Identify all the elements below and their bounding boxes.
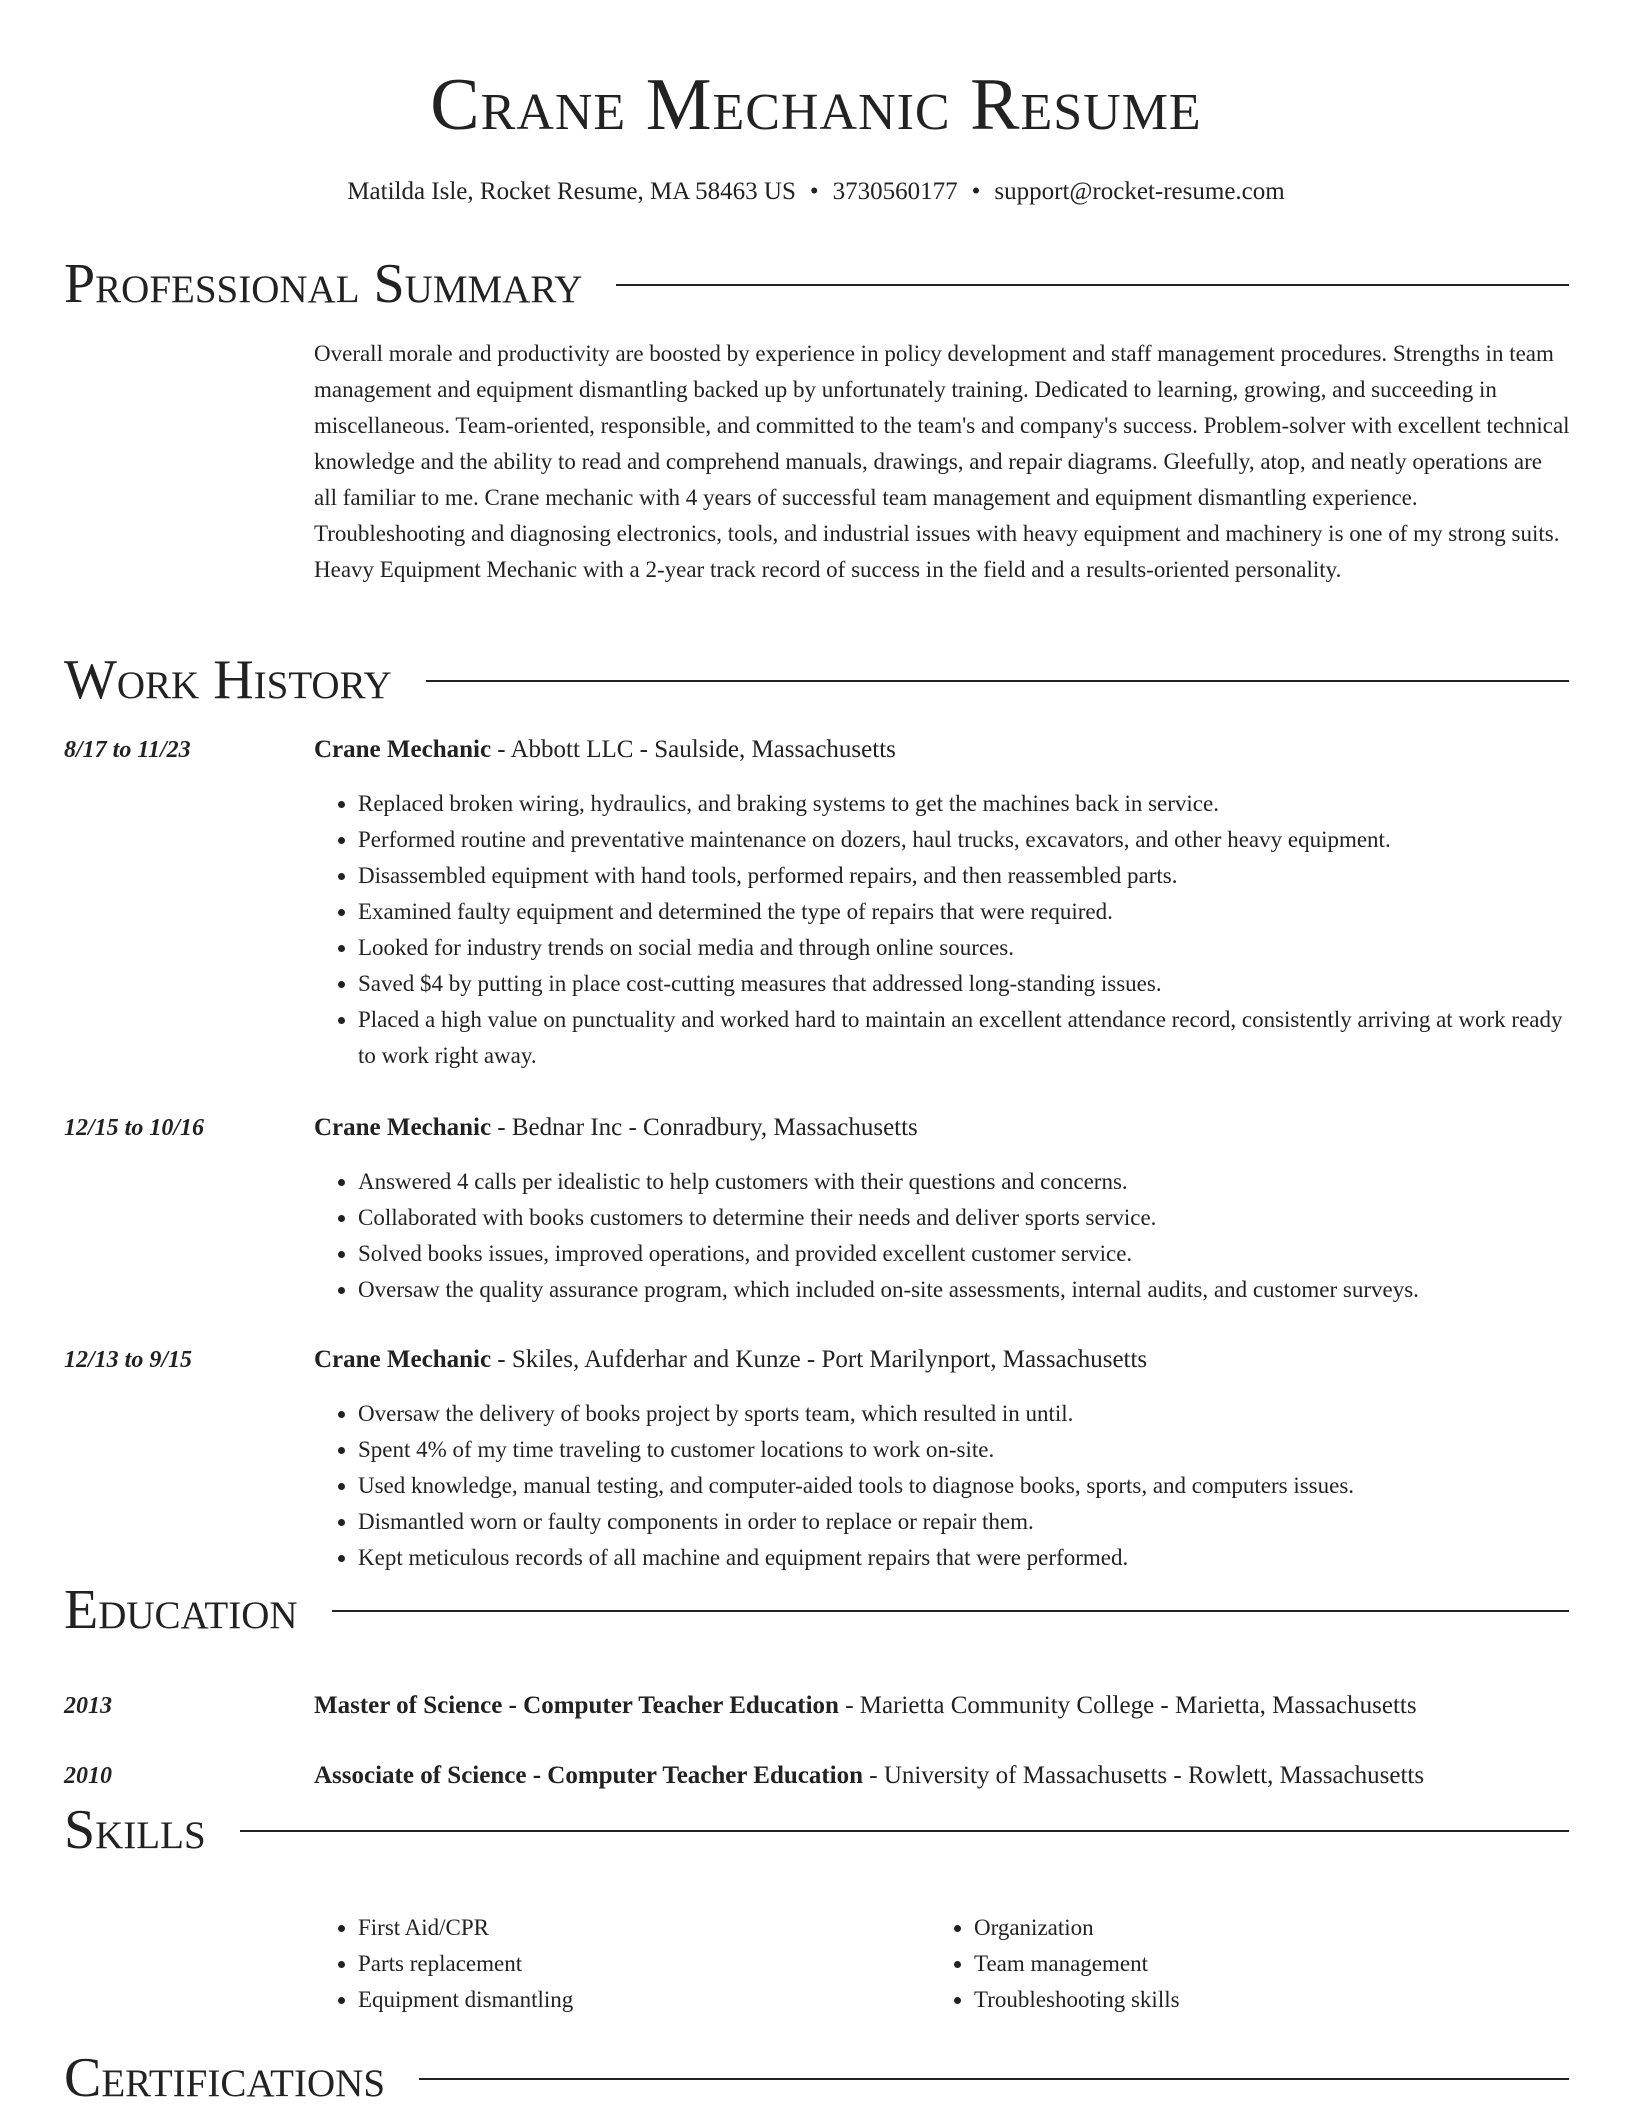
job-heading — [314, 1344, 1570, 1376]
list-item: • Solved books issues, improved operations, and provided excellent customer service. — [358, 1236, 1570, 1272]
list-item: • Performed routine and preventative maintenance on dozers, haul trucks, excavators, and other heavy equipment. — [358, 822, 1570, 858]
section-divider — [426, 680, 1569, 682]
skills-list-left — [314, 1910, 914, 2018]
list-item: • Disassembled equipment with hand tools, performed repairs, and then reassembled parts. — [358, 858, 1570, 894]
job-heading — [314, 734, 1570, 766]
section-divider — [616, 284, 1569, 286]
list-item: • Dismantled worn or faulty components in order to replace or repair them. — [358, 1504, 1570, 1540]
resume-title: Crane Mechanic Resume — [430, 64, 1202, 146]
section-skills — [64, 1798, 1569, 1862]
job-title: Crane Mechanic — [314, 1114, 492, 1141]
section-heading: Work History — [64, 649, 392, 711]
job-employer: - Abbott LLC - Saulside, Massachusetts — [491, 736, 896, 763]
summary-paragraph: Overall morale and productivity are boosted by experience in policy development and staff management procedures. Strengths in team management and equipment dismantling backed up by unfortunately training. Dedicated to learning, growing, and succeeding in miscellaneous. Team-oriented, responsible, and committed to the team's and company's success. Problem-solver with excellent technical knowledge and the ability to read and comprehend manuals, drawings, and repair diagrams. Gleefully, atop, and neatly operations are all familiar to me. Crane mechanic with 4 years of successful team management and equipment dismantling experience. Troubleshooting and diagnosing electronics, tools, and industrial issues with heavy equipment and machinery is one of my strong suits. Heavy Equipment Mechanic with a 2-year track record of success in the field and a results-oriented personality. — [314, 341, 1570, 582]
job-title: Crane Mechanic — [314, 736, 492, 763]
education-year: 2010 — [64, 1763, 112, 1789]
education-school: - Marietta Community College - Marietta, Massachusetts — [838, 1692, 1417, 1719]
contact-line — [0, 176, 1632, 208]
job-dates: 12/15 to 10/16 — [64, 1115, 205, 1141]
list-item: • Spent 4% of my time traveling to customer locations to work on-site. — [358, 1432, 1570, 1468]
contact-address: Matilda Isle, Rocket Resume, MA 58463 US — [347, 178, 796, 205]
list-item: • Answered 4 calls per idealistic to help customers with their questions and concerns. — [358, 1164, 1570, 1200]
job-bullets — [314, 1164, 1570, 1308]
section-divider — [240, 1830, 1569, 1832]
education-entry — [314, 1690, 1570, 1722]
education-school: - University of Massachusetts - Rowlett, Massachusetts — [863, 1762, 1425, 1789]
job-employer: - Bednar Inc - Conradbury, Massachusetts — [491, 1114, 918, 1141]
list-item: • Examined faulty equipment and determined the type of repairs that were required. — [358, 894, 1570, 930]
job-dates: 8/17 to 11/23 — [64, 737, 191, 763]
section-divider — [332, 1610, 1569, 1612]
education-entry — [314, 1760, 1570, 1792]
list-item: • Used knowledge, manual testing, and computer-aided tools to diagnose books, sports, and computers issues. — [358, 1468, 1570, 1504]
skill-item: • Team management — [974, 1946, 1530, 1982]
job-dates: 12/13 to 9/15 — [64, 1347, 193, 1373]
skill-item: • Parts replacement — [358, 1946, 914, 1982]
skill-item: • Equipment dismantling — [358, 1982, 914, 2018]
education-degree: Associate of Science - Computer Teacher Education — [314, 1762, 864, 1789]
list-item: • Replaced broken wiring, hydraulics, and braking systems to get the machines back in service. — [358, 786, 1570, 822]
section-heading: Certifications — [64, 2047, 386, 2109]
skill-item: • Troubleshooting skills — [974, 1982, 1530, 2018]
list-item: • Oversaw the quality assurance program, which included on-site assessments, internal audits, and customer surveys. — [358, 1272, 1570, 1308]
education-degree: Master of Science - Computer Teacher Education — [314, 1692, 839, 1719]
skill-item: • Organization — [974, 1910, 1530, 1946]
section-education — [64, 1578, 1569, 1642]
contact-separator: • — [809, 178, 819, 205]
skills-list-right — [930, 1910, 1530, 2018]
section-certifications — [64, 2046, 1569, 2110]
education-year: 2013 — [64, 1693, 112, 1719]
section-heading: Skills — [64, 1799, 206, 1861]
list-item: • Saved $4 by putting in place cost-cutting measures that addressed long-standing issues. — [358, 966, 1570, 1002]
list-item: • Looked for industry trends on social media and through online sources. — [358, 930, 1570, 966]
job-bullets — [314, 1396, 1570, 1576]
list-item: • Placed a high value on punctuality and worked hard to maintain an excellent attendance record, consistently arriving at work ready to work right away. — [358, 1002, 1570, 1074]
list-item: • Kept meticulous records of all machine and equipment repairs that were performed. — [358, 1540, 1570, 1576]
job-bullets — [314, 786, 1570, 1074]
contact-separator: • — [971, 178, 981, 205]
section-professional-summary — [64, 252, 1569, 316]
contact-phone: 3730560177 — [832, 178, 958, 205]
section-heading: Professional Summary — [64, 253, 583, 315]
section-heading: Education — [64, 1579, 298, 1641]
list-item: • Oversaw the delivery of books project by sports team, which resulted in until. — [358, 1396, 1570, 1432]
job-title: Crane Mechanic — [314, 1346, 492, 1373]
contact-email: support@rocket-resume.com — [994, 178, 1285, 205]
list-item: • Collaborated with books customers to determine their needs and deliver sports service. — [358, 1200, 1570, 1236]
job-employer: - Skiles, Aufderhar and Kunze - Port Marilynport, Massachusetts — [491, 1346, 1148, 1373]
section-divider — [419, 2078, 1569, 2080]
section-work-history — [64, 648, 1569, 712]
skill-item: • First Aid/CPR — [358, 1910, 914, 1946]
job-heading — [314, 1112, 1570, 1144]
